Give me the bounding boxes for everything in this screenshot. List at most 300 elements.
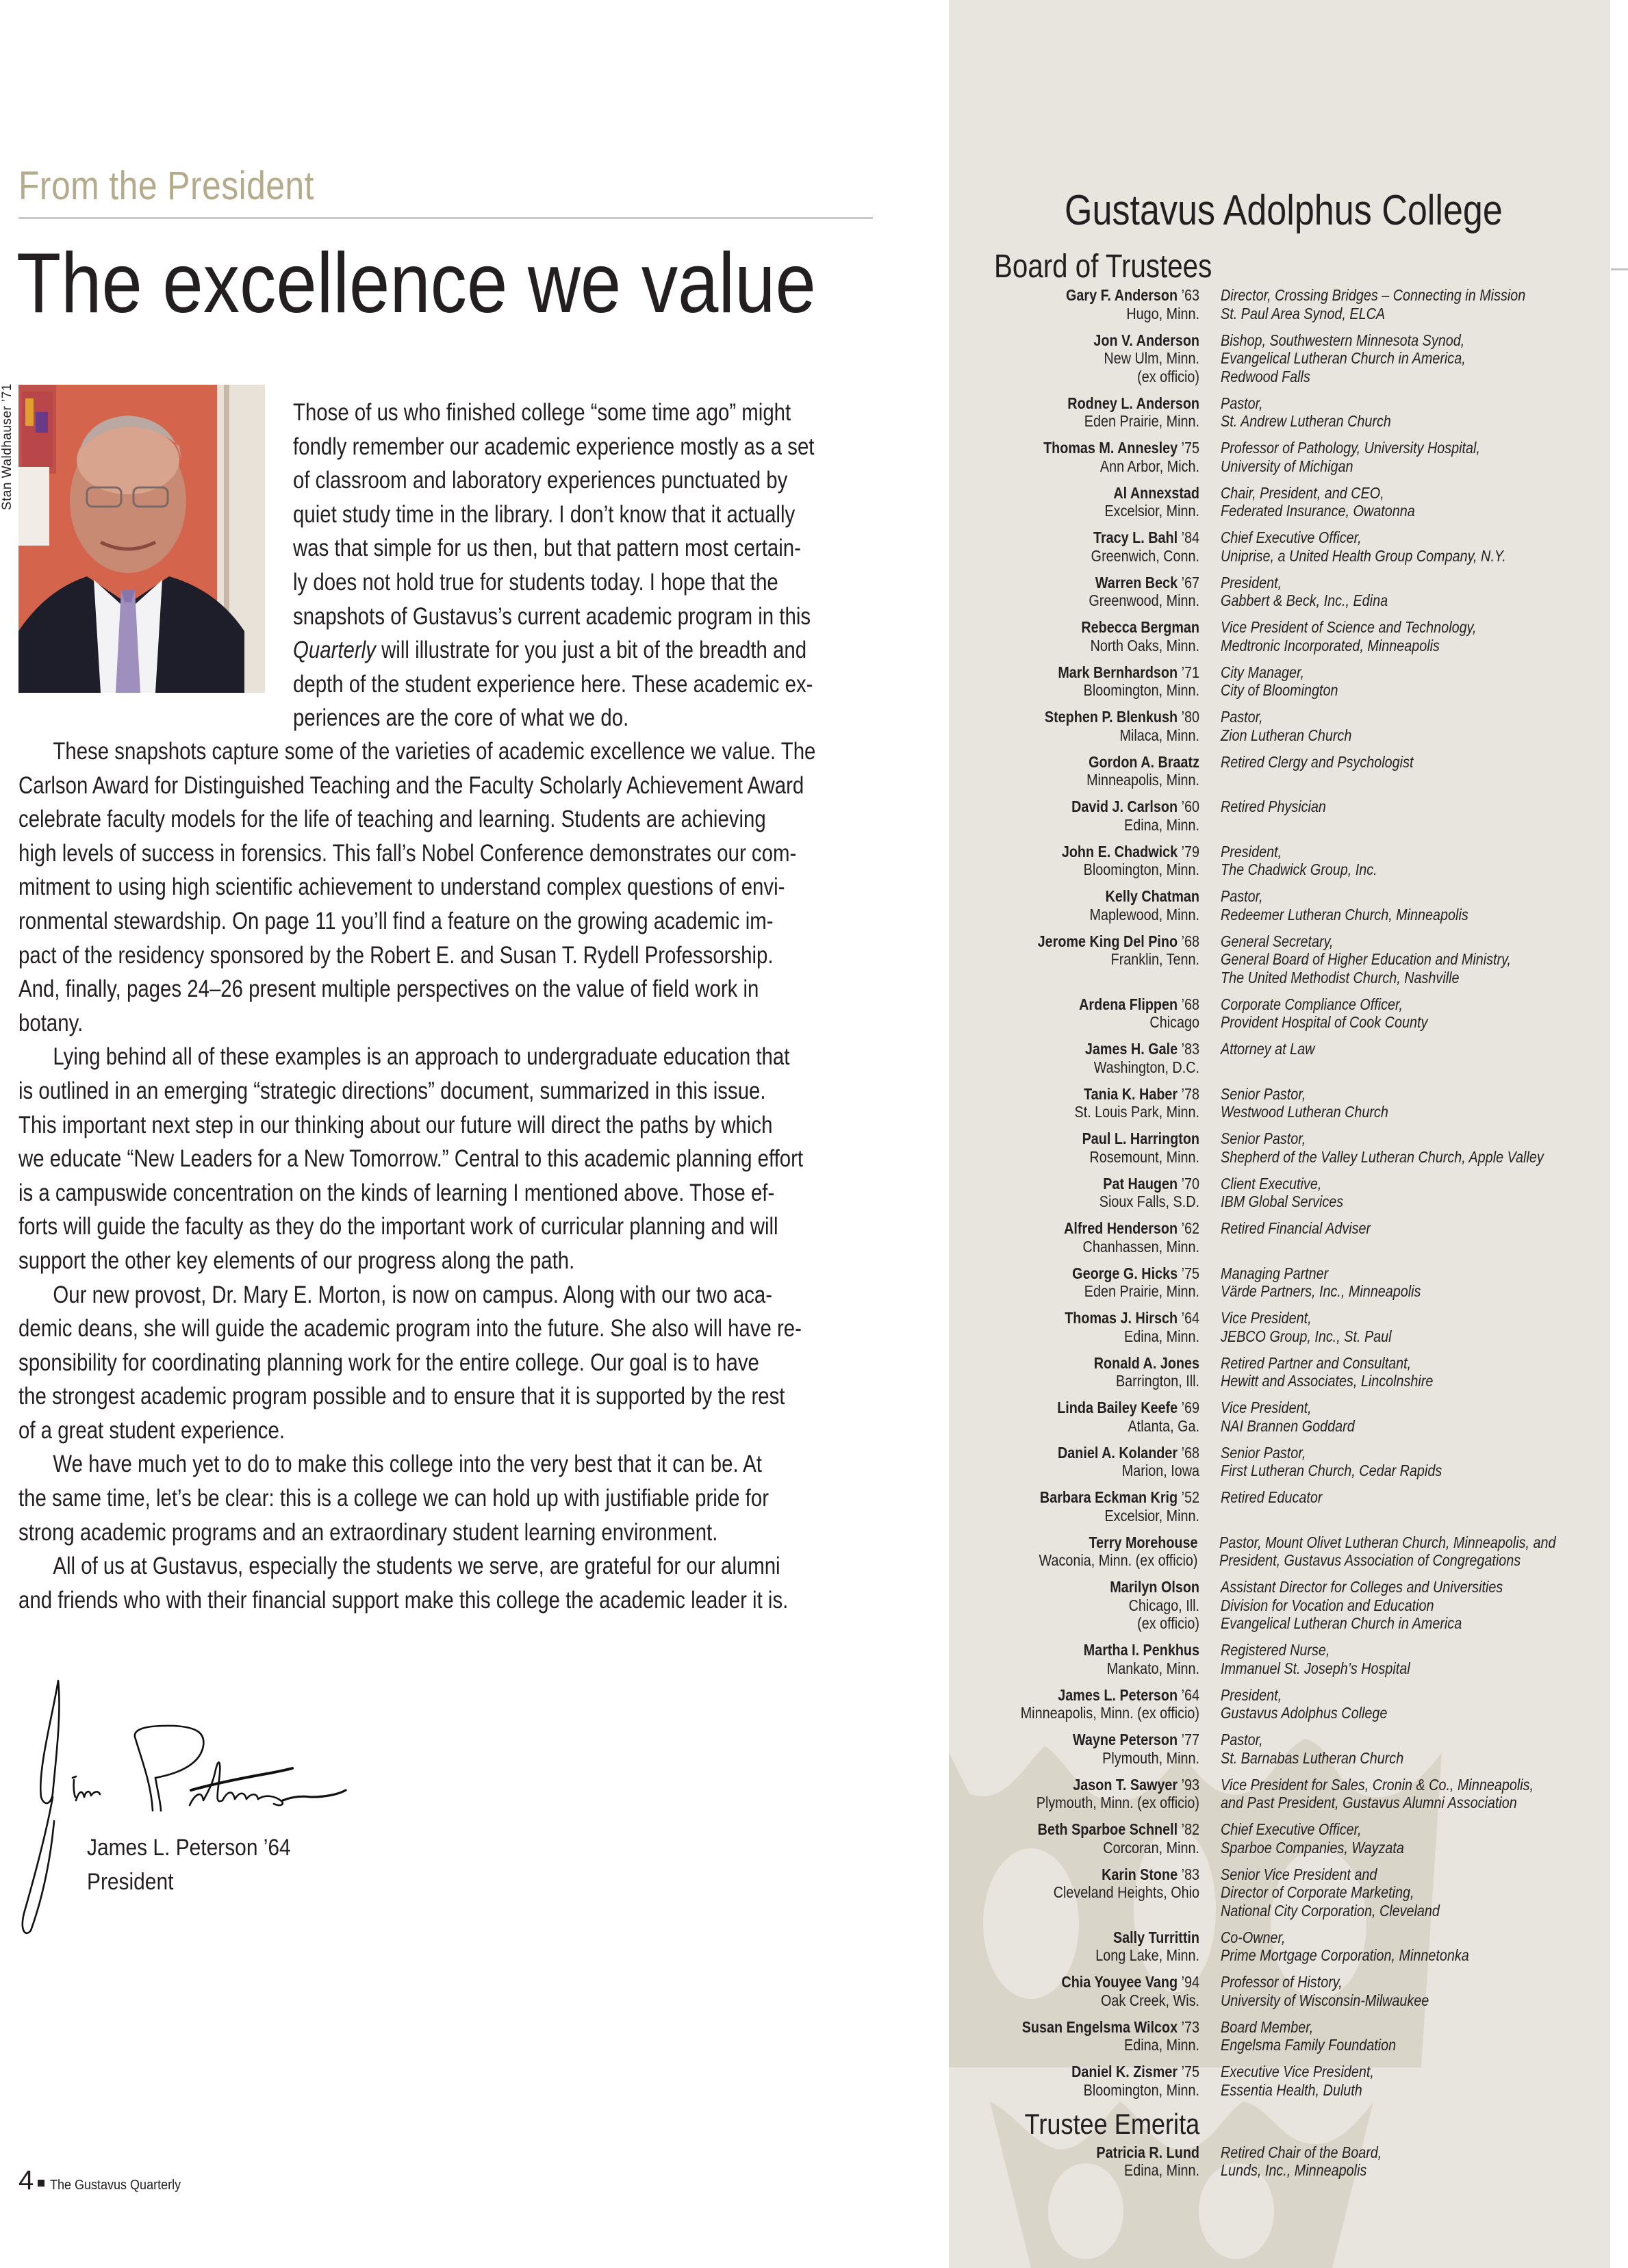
trustee-affiliation xyxy=(1221,1820,1434,1857)
trustee-identity xyxy=(949,439,1199,475)
trustee-identity xyxy=(949,995,1199,1032)
trustee-title-line: Retired Physician xyxy=(1221,798,1326,815)
square-bullet-icon xyxy=(38,2180,44,2187)
body-line: mitment to using high scientific achievement to understand complex questions of envi- xyxy=(18,874,785,901)
intro-line-with-italic xyxy=(293,633,807,667)
trustee-entry xyxy=(949,1578,1610,1633)
class-year: ’80 xyxy=(1178,708,1199,726)
class-year: ’79 xyxy=(1178,842,1199,861)
trustee-identity xyxy=(949,2143,1199,2180)
trustee-name: Ronald A. Jones xyxy=(1093,1353,1199,1372)
trustee-affiliation xyxy=(1221,932,1558,987)
trustee-name: Paul L. Harrington xyxy=(1082,1130,1199,1147)
trustee-location: Hugo, Minn. xyxy=(1126,304,1199,322)
trustee-title-line: Pastor, xyxy=(1221,1731,1263,1748)
trustee-name: Rodney L. Anderson xyxy=(1067,394,1199,412)
trustee-title-line: National City Corporation, Cleveland xyxy=(1221,1901,1440,1920)
trustee-identity xyxy=(949,1354,1199,1390)
class-year: ’60 xyxy=(1178,798,1199,815)
trustee-identity xyxy=(949,1533,1198,1570)
trustee-identity xyxy=(949,1820,1199,1857)
trustee-identity xyxy=(949,1776,1199,1812)
trustee-location: Washington, D.C. xyxy=(1093,1058,1199,1076)
trustee-location: Milaca, Minn. xyxy=(1119,726,1199,744)
trustee-name: Alfred Henderson xyxy=(1064,1219,1178,1237)
trustee-name: Pat Haugen xyxy=(1103,1174,1178,1193)
margin-rule xyxy=(1611,268,1628,270)
trustee-title-line: Senior Pastor, xyxy=(1221,1130,1306,1147)
trustee-title-line: Division for Vocation and Education xyxy=(1221,1596,1434,1614)
trustee-location: (ex officio) xyxy=(1137,1614,1199,1632)
trustee-identity xyxy=(949,528,1199,565)
signatory-name: James L. Peterson ’64 xyxy=(87,1835,291,1861)
board-heading: Board of Trustees xyxy=(994,249,1212,285)
trustee-entry xyxy=(949,798,1610,834)
trustee-identity xyxy=(949,618,1199,654)
intro-line: snapshots of Gustavus’s current academic program in this xyxy=(293,602,811,630)
trustee-title-line: St. Paul Area Synod, ELCA xyxy=(1221,304,1386,322)
trustees-list xyxy=(949,286,1610,2188)
trustee-title-line: Engelsma Family Foundation xyxy=(1221,2036,1397,2054)
letter-intro xyxy=(293,396,875,735)
trustee-title-line: Medtronic Incorporated, Minneapolis xyxy=(1221,636,1440,654)
class-year: ’68 xyxy=(1178,995,1199,1013)
emerita-heading xyxy=(949,2108,1199,2141)
trustee-entry xyxy=(949,286,1610,322)
trustee-title-line: Zion Lutheran Church xyxy=(1221,726,1352,744)
trustee-location: Marion, Iowa xyxy=(1121,1462,1199,1479)
intro-line: quiet study time in the library. I don’t know that it actually xyxy=(293,500,796,528)
trustee-name-line xyxy=(984,1399,1199,1417)
trustee-title-line: Vice President, xyxy=(1221,1309,1312,1327)
trustee-location: Plymouth, Minn. xyxy=(1102,1748,1199,1767)
body-line: is a campuswide concentration on the kinds of learning I mentioned above. Those ef- xyxy=(18,1179,775,1206)
trustee-location: Maplewood, Minn. xyxy=(1089,905,1199,923)
trustee-name-line xyxy=(984,2063,1199,2081)
trustee-entry xyxy=(949,2018,1610,2054)
trustee-location: Long Lake, Minn. xyxy=(1095,1946,1199,1964)
trustee-title-line: Professor of Pathology, University Hospital, xyxy=(1221,439,1480,457)
trustee-affiliation xyxy=(1221,1130,1597,1166)
body-line: botany. xyxy=(18,1009,84,1036)
trustee-name-line xyxy=(984,618,1199,637)
trustee-entry xyxy=(949,1776,1610,1812)
trustee-identity xyxy=(949,1444,1199,1480)
trustee-name-line xyxy=(984,1040,1199,1058)
trustee-affiliation xyxy=(1221,1731,1434,1767)
trustee-entry xyxy=(949,331,1610,386)
trustee-name: Tania K. Haber xyxy=(1084,1084,1178,1103)
trustee-name: Wayne Peterson xyxy=(1072,1731,1178,1748)
trustee-location: Greenwood, Minn. xyxy=(1089,591,1199,609)
trustee-location: Excelsior, Minn. xyxy=(1104,502,1199,520)
trustee-affiliation xyxy=(1219,1533,1611,1570)
class-year: ’64 xyxy=(1178,1685,1199,1704)
trustee-name: Karin Stone xyxy=(1102,1865,1178,1883)
trustee-affiliation xyxy=(1221,1444,1478,1480)
trustee-entry xyxy=(949,1354,1610,1390)
page-number: 4 xyxy=(18,2165,34,2195)
trustee-affiliation xyxy=(1221,1686,1414,1722)
trustee-name: Warren Beck xyxy=(1095,573,1178,591)
body-line: This important next step in our thinking about our future will direct the paths by which xyxy=(18,1111,773,1138)
trustee-location: Minneapolis, Minn. (ex officio) xyxy=(1020,1704,1199,1722)
trustee-identity xyxy=(949,1928,1199,1965)
body-line: and friends who with their financial support make this college the academic leader it is. xyxy=(18,1586,789,1614)
trustee-name-line xyxy=(984,1820,1199,1839)
trustee-affiliation xyxy=(1221,1354,1468,1390)
trustee-affiliation xyxy=(1221,798,1343,834)
trustee-title-line: Retired Clergy and Psychologist xyxy=(1221,752,1414,771)
trustee-title-line: JEBCO Group, Inc., St. Paul xyxy=(1221,1327,1392,1345)
body-line: ronmental stewardship. On page 11 you’ll find a feature on the growing academic im- xyxy=(18,907,774,934)
trustee-name: Marilyn Olson xyxy=(1110,1578,1199,1596)
class-year: ’52 xyxy=(1178,1488,1199,1506)
trustee-identity xyxy=(949,1309,1199,1345)
trustee-title-line: University of Wisconsin-Milwaukee xyxy=(1221,1991,1429,2009)
trustee-title-line: City of Bloomington xyxy=(1221,681,1338,699)
trustee-title-line: Retired Partner and Consultant, xyxy=(1221,1353,1412,1372)
trustee-title-line: Attorney at Law xyxy=(1221,1040,1315,1058)
body-line: Lying behind all of these examples is an approach to undergraduate education that xyxy=(53,1043,790,1071)
trustee-name-line xyxy=(984,2143,1199,2162)
body-line: Our new provost, Dr. Mary E. Morton, is now on campus. Along with our two aca- xyxy=(53,1281,773,1308)
trustee-name-line xyxy=(984,1731,1199,1749)
trustee-title-line: University of Michigan xyxy=(1221,457,1353,475)
trustee-name-line xyxy=(984,932,1199,951)
trustee-affiliation xyxy=(1221,1219,1395,1256)
trustee-entry xyxy=(949,528,1610,565)
trustee-entry xyxy=(949,2063,1610,2099)
trustee-location: Waconia, Minn. (ex officio) xyxy=(1039,1551,1198,1569)
trustee-name: Chia Youyee Vang xyxy=(1061,1973,1178,1991)
trustee-name: Al Annexstad xyxy=(1113,483,1199,502)
trustee-identity xyxy=(949,484,1199,520)
trustee-location: New Ulm, Minn. xyxy=(1104,349,1199,367)
trustee-location: Rosemount, Minn. xyxy=(1089,1147,1199,1166)
class-year: ’62 xyxy=(1178,1219,1199,1237)
trustee-title-line: President, Gustavus Association of Congregations xyxy=(1219,1551,1521,1569)
intro-line: periences are the core of what we do. xyxy=(293,704,629,732)
trustee-name-line xyxy=(984,1444,1199,1462)
class-year: ’75 xyxy=(1178,439,1199,457)
trustee-title-line: Värde Partners, Inc., Minneapolis xyxy=(1221,1282,1421,1300)
trustee-identity xyxy=(949,1130,1199,1166)
intro-line: ly does not hold true for students today. I hope that the xyxy=(293,568,778,596)
trustee-title-line: Professor of History, xyxy=(1221,1973,1343,1991)
trustee-name: Gary F. Anderson xyxy=(1066,286,1178,304)
trustee-name: Barbara Eckman Krig xyxy=(1039,1488,1178,1506)
trustee-identity xyxy=(949,1264,1199,1301)
trustee-name: Gordon A. Braatz xyxy=(1089,752,1199,771)
trustee-identity xyxy=(949,394,1199,431)
body-line: the strongest academic program possible and to ensure that it is supported by the rest xyxy=(18,1383,785,1410)
trustee-entry xyxy=(949,1309,1610,1345)
trustee-name-line xyxy=(984,1865,1199,1884)
trustee-affiliation xyxy=(1221,1309,1419,1345)
trustee-identity xyxy=(949,663,1199,700)
trustee-name: Mark Bernhardson xyxy=(1058,663,1178,681)
trustee-title-line: The Chadwick Group, Inc. xyxy=(1221,861,1377,878)
trustee-name: Jon V. Anderson xyxy=(1093,331,1199,349)
trustee-name-line xyxy=(984,1130,1199,1148)
trustee-title-line: Board Member, xyxy=(1221,2017,1314,2036)
trustee-affiliation xyxy=(1221,663,1357,700)
trustee-name: Ardena Flippen xyxy=(1079,995,1178,1013)
trustee-title-line: Pastor, xyxy=(1221,887,1263,905)
trustee-identity xyxy=(949,1175,1199,1211)
body-line: These snapshots capture some of the varieties of academic excellence we value. The xyxy=(53,738,816,765)
intro-line: was that simple for us then, but that pattern most certain- xyxy=(293,535,801,562)
trustee-title-line: The United Methodist Church, Nashville xyxy=(1221,968,1460,986)
trustee-identity xyxy=(949,1040,1199,1076)
trustee-affiliation xyxy=(1221,1175,1363,1211)
trustee-entry xyxy=(949,995,1610,1032)
trustee-name: George G. Hicks xyxy=(1072,1264,1178,1282)
trustee-title-line: Shepherd of the Valley Lutheran Church, Apple Valley xyxy=(1221,1147,1544,1166)
trustee-name-line xyxy=(984,753,1199,772)
trustee-entry xyxy=(949,1641,1610,1677)
trustee-identity xyxy=(949,1085,1199,1121)
trustee-title-line: President, xyxy=(1221,573,1282,591)
trustee-location: St. Louis Park, Minn. xyxy=(1074,1103,1199,1121)
body-line: is outlined in an emerging “strategic directions” document, summarized in this issue. xyxy=(18,1077,766,1104)
trustee-title-line: Retired Chair of the Board, xyxy=(1221,2143,1382,2161)
trustee-name-line xyxy=(984,484,1199,502)
body-line: of a great student experience. xyxy=(18,1416,285,1444)
intro-line-rest: will illustrate for you just a bit of the breadth and xyxy=(375,637,807,664)
trustee-title-line: Executive Vice President, xyxy=(1221,2063,1374,2080)
trustee-name-line xyxy=(984,286,1199,305)
trustee-location: Franklin, Tenn. xyxy=(1110,950,1199,968)
trustee-affiliation xyxy=(1221,286,1575,322)
trustee-title-line: Client Executive, xyxy=(1221,1174,1322,1193)
trustee-identity xyxy=(949,1219,1199,1256)
trustee-title-line: Provident Hospital of Cook County xyxy=(1221,1013,1428,1031)
trustee-entry xyxy=(949,1865,1610,1920)
trustee-name-line xyxy=(984,1686,1199,1705)
trustee-entry xyxy=(949,1085,1610,1121)
kicker-divider xyxy=(18,217,873,219)
trustee-name: Thomas M. Annesley xyxy=(1043,439,1178,457)
trustee-location: Bloomington, Minn. xyxy=(1083,861,1199,878)
class-year: ’83 xyxy=(1178,1040,1199,1058)
body-line: high levels of success in forensics. This fall’s Nobel Conference demonstrates our com- xyxy=(18,839,797,867)
trustee-name: Kelly Chatman xyxy=(1105,887,1199,905)
trustee-title-line: Registered Nurse, xyxy=(1221,1641,1330,1659)
publication-name: The Gustavus Quarterly xyxy=(50,2178,181,2193)
trustee-name-line xyxy=(984,1085,1199,1104)
intro-line: Those of us who finished college “some time ago” might xyxy=(293,399,791,426)
handwritten-signature-icon xyxy=(10,1660,531,1954)
trustee-entry xyxy=(949,1533,1610,1570)
trustee-name: John E. Chadwick xyxy=(1061,842,1178,861)
portrait-image-icon xyxy=(18,385,265,693)
trustee-name: Sally Turrittin xyxy=(1112,1928,1199,1946)
class-year: ’69 xyxy=(1178,1399,1199,1416)
trustee-location: Bloomington, Minn. xyxy=(1083,681,1199,699)
trustee-title-line: Vice President for Sales, Cronin & Co., Minneapolis, xyxy=(1221,1775,1534,1794)
trustee-location: Barrington, Ill. xyxy=(1115,1372,1199,1390)
trustee-affiliation xyxy=(1221,995,1462,1032)
body-line: forts will guide the faculty as they do the important work of curricular planning and will xyxy=(18,1213,778,1240)
trustee-entry xyxy=(949,618,1610,654)
trustee-location: Ann Arbor, Mich. xyxy=(1099,457,1199,475)
body-line: pact of the residency sponsored by the Robert E. and Susan T. Rydell Professorship. xyxy=(18,941,774,969)
trustee-affiliation xyxy=(1221,1865,1475,1920)
class-year: ’67 xyxy=(1178,573,1199,591)
intro-line: fondly remember our academic experience mostly as a set xyxy=(293,433,815,460)
trustee-title-line: Pastor, xyxy=(1221,708,1263,726)
page-title: The excellence we value xyxy=(16,236,816,331)
trustee-name-line xyxy=(984,1354,1199,1373)
trustee-affiliation xyxy=(1221,1085,1416,1121)
trustee-name-line xyxy=(984,394,1199,413)
trustee-identity xyxy=(949,887,1199,923)
trustee-title-line: Chief Executive Officer, xyxy=(1221,528,1362,546)
trustee-affiliation xyxy=(1221,1973,1463,2009)
trustee-name: Terry Morehouse xyxy=(1089,1533,1198,1551)
trustee-location: Edina, Minn. xyxy=(1124,2036,1199,2054)
trustee-name-line xyxy=(984,1175,1199,1193)
trustee-affiliation xyxy=(1221,1040,1330,1076)
trustee-name-line xyxy=(984,995,1199,1014)
trustee-affiliation xyxy=(1221,618,1518,654)
class-year: ’83 xyxy=(1178,1865,1199,1883)
body-line: sponsibility for coordinating planning work for the entire college. Our goal is to have xyxy=(18,1349,759,1376)
body-line: support the other key elements of our progress along the path. xyxy=(18,1247,575,1274)
class-year: ’71 xyxy=(1178,663,1199,681)
trustee-location: Bloomington, Minn. xyxy=(1083,2080,1199,2099)
trustee-affiliation xyxy=(1221,2018,1425,2054)
class-year: ’75 xyxy=(1178,1264,1199,1282)
class-year: ’64 xyxy=(1178,1309,1199,1327)
trustee-affiliation xyxy=(1221,484,1447,520)
body-line: All of us at Gustavus, especially the students we serve, are grateful for our alumni xyxy=(53,1553,780,1580)
trustee-entry xyxy=(949,1399,1610,1435)
trustee-identity xyxy=(949,2063,1199,2099)
publication-title-italic: Quarterly xyxy=(293,637,376,664)
body-line: And, finally, pages 24–26 present multiple perspectives on the value of field work in xyxy=(18,976,759,1003)
trustee-entry xyxy=(949,753,1610,789)
trustee-entry xyxy=(949,574,1610,610)
class-year: ’75 xyxy=(1178,2063,1199,2080)
trustee-affiliation xyxy=(1221,2063,1399,2099)
trustee-location: Chicago, Ill. xyxy=(1128,1596,1199,1614)
photo-credit xyxy=(0,383,15,527)
trustee-identity xyxy=(949,1641,1199,1677)
trustee-entry xyxy=(949,1130,1610,1166)
trustee-name: Rebecca Bergman xyxy=(1081,618,1199,636)
trustee-location: Plymouth, Minn. (ex officio) xyxy=(1036,1794,1199,1811)
trustee-name: James L. Peterson xyxy=(1058,1685,1178,1704)
class-year: ’78 xyxy=(1178,1084,1199,1103)
trustee-title-line: Westwood Lutheran Church xyxy=(1221,1103,1388,1121)
trustee-identity xyxy=(949,1731,1199,1767)
trustee-entry xyxy=(949,1928,1610,1965)
trustee-name: Jerome King Del Pino xyxy=(1037,932,1178,950)
trustee-identity xyxy=(949,753,1199,789)
trustee-title-line: IBM Global Services xyxy=(1221,1193,1344,1210)
trustee-name-line xyxy=(984,887,1199,906)
trustee-title-line: City Manager, xyxy=(1221,663,1305,681)
trustee-entry xyxy=(949,1040,1610,1076)
photo-credit-text: Stan Waldhauser ’71 xyxy=(0,383,14,511)
trustee-name-line xyxy=(984,331,1199,350)
trustee-name-line xyxy=(984,1578,1199,1596)
trustee-entry xyxy=(949,1219,1610,1256)
trustee-entry xyxy=(949,1488,1610,1525)
trustee-affiliation xyxy=(1221,2143,1408,2180)
trustee-location: Eden Prairie, Minn. xyxy=(1084,1282,1199,1300)
trustee-title-line: Essentia Health, Duluth xyxy=(1221,2080,1362,2099)
trustee-title-line: Lunds, Inc., Minneapolis xyxy=(1221,2161,1367,2179)
trustee-entry xyxy=(949,843,1610,879)
trustee-location: Mankato, Minn. xyxy=(1106,1659,1199,1677)
trustee-identity xyxy=(949,286,1199,322)
trustee-entry xyxy=(949,1444,1610,1480)
trustee-title-line: First Lutheran Church, Cedar Rapids xyxy=(1221,1462,1442,1479)
trustee-identity xyxy=(949,1399,1199,1435)
body-line: We have much yet to do to make this college into the very best that it can be. At xyxy=(53,1451,762,1478)
trustee-title-line: Prime Mortgage Corporation, Minnetonka xyxy=(1221,1946,1469,1964)
trustee-name: Martha I. Penkhus xyxy=(1083,1641,1199,1659)
trustee-location: Oak Creek, Wis. xyxy=(1101,1991,1199,2009)
section-kicker: From the President xyxy=(18,164,314,208)
trustee-name-line xyxy=(984,1219,1199,1238)
trustee-location: Sioux Falls, S.D. xyxy=(1099,1193,1199,1210)
trustee-entry xyxy=(949,1820,1610,1857)
trustee-title-line: President, xyxy=(1221,842,1282,861)
trustee-title-line: Vice President of Science and Technology, xyxy=(1221,618,1477,636)
trustee-title-line: Hewitt and Associates, Lincolnshire xyxy=(1221,1372,1434,1390)
trustee-identity xyxy=(949,1865,1199,1920)
trustee-title-line: Redeemer Lutheran Church, Minneapolis xyxy=(1221,905,1468,923)
trustee-entry xyxy=(949,1731,1610,1767)
class-year: ’63 xyxy=(1178,286,1199,304)
intro-line: of classroom and laboratory experiences punctuated by xyxy=(293,467,788,494)
trustee-title-line: Federated Insurance, Owatonna xyxy=(1221,502,1415,520)
trustee-title-line: Sparboe Companies, Wayzata xyxy=(1221,1838,1404,1857)
college-name: Gustavus Adolphus College xyxy=(1065,187,1503,234)
trustee-title-line: St. Andrew Lutheran Church xyxy=(1221,412,1391,430)
trustee-location: Minneapolis, Minn. xyxy=(1086,771,1199,789)
trustee-location: Atlanta, Ga. xyxy=(1128,1416,1199,1435)
body-line: celebrate faculty models for the life of teaching and learning. Students are achieving xyxy=(18,806,766,833)
trustee-title-line: General Board of Higher Education and Ministry, xyxy=(1221,950,1512,968)
signatory-title: President xyxy=(87,1869,174,1895)
class-year: ’73 xyxy=(1178,2017,1199,2036)
trustee-title-line: Assistant Director for Colleges and Universities xyxy=(1221,1578,1503,1596)
trustee-title-line: NAI Brannen Goddard xyxy=(1221,1416,1355,1435)
trustee-name: Tracy L. Bahl xyxy=(1093,528,1178,546)
trustee-title-line: Pastor, Mount Olivet Lutheran Church, Minneapolis, and xyxy=(1219,1533,1555,1551)
trustee-title-line: Director of Corporate Marketing, xyxy=(1221,1883,1414,1901)
trustee-name-line xyxy=(984,1533,1198,1552)
trustee-name: Linda Bailey Keefe xyxy=(1057,1399,1178,1416)
trustee-title-line: Corporate Compliance Officer, xyxy=(1221,995,1403,1013)
trustee-entry xyxy=(949,887,1610,923)
trustee-title-line: Chair, President, and CEO, xyxy=(1221,483,1384,502)
trustee-affiliation xyxy=(1221,394,1419,431)
class-year: ’70 xyxy=(1178,1174,1199,1193)
trustee-name-line xyxy=(984,798,1199,816)
trustee-entry xyxy=(949,439,1610,475)
trustee-entry xyxy=(949,2143,1610,2180)
trustee-title-line: Gustavus Adolphus College xyxy=(1221,1704,1388,1722)
trustee-name-line xyxy=(984,1641,1199,1659)
trustee-entry xyxy=(949,1686,1610,1722)
